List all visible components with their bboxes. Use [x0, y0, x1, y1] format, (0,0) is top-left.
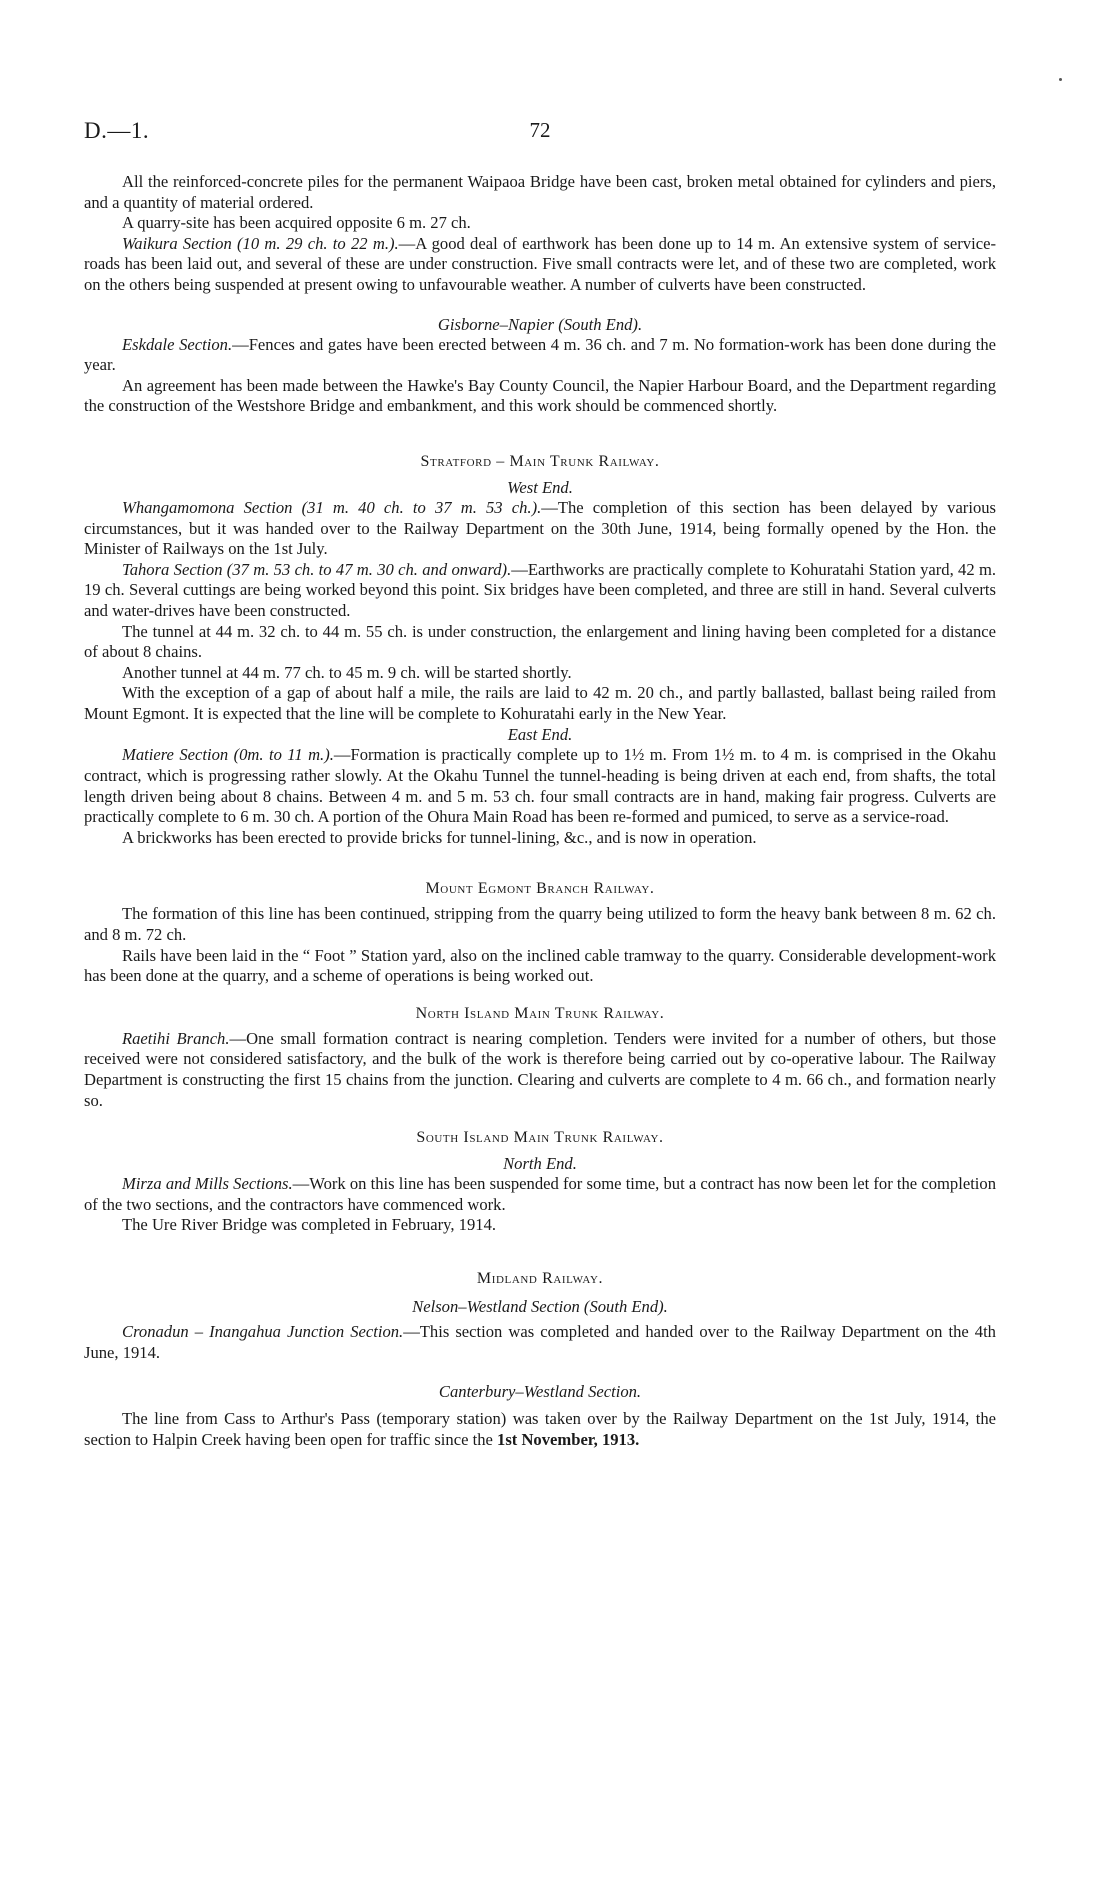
paragraph	[84, 376, 996, 417]
paragraph-text: The Ure River Bridge was completed in February, 1914.	[122, 1215, 497, 1235]
section-paragraph	[84, 234, 996, 296]
section-lead: Mirza and Mills Sections.	[122, 1174, 293, 1194]
paragraph	[84, 828, 996, 849]
subsection-heading: Nelson–Westland Section (South End).	[412, 1296, 668, 1316]
paragraph-text: —A good deal of earthwork has been done up to 14 m. An extensive system of service-roads has been laid out, and several of these are under construction. Five small contracts were let, and of these two are completed, work on the others being suspended at present owing to unfavourable weather. A number of culverts have been constructed.	[84, 233, 996, 294]
paragraph	[84, 904, 996, 945]
section-paragraph	[84, 560, 996, 622]
paragraph	[84, 1409, 996, 1450]
section-paragraph	[84, 1322, 996, 1363]
section-lead: Matiere Section (0m. to 11 m.).	[122, 745, 334, 765]
subsection-heading: West End.	[507, 477, 573, 497]
section-lead: Raetihi Branch.	[122, 1028, 230, 1048]
section-lead: Cronadun – Inangahua Junction Section.	[122, 1321, 404, 1341]
paragraph-text: A quarry-site has been acquired opposite 6 m. 27 ch.	[122, 213, 471, 233]
section-lead: Eskdale Section.	[122, 334, 233, 354]
section-paragraph	[84, 498, 996, 560]
bold-date: 1st November, 1913.	[497, 1429, 640, 1449]
paragraph-text: The tunnel at 44 m. 32 ch. to 44 m. 55 ch. is under construction, the enlargement and lining having been completed for a distance of about 8 chains.	[84, 621, 996, 662]
paragraph	[84, 213, 996, 234]
section-paragraph	[84, 335, 996, 376]
document-code: D.—1.	[84, 118, 150, 143]
page-header	[84, 118, 996, 148]
report-body	[84, 172, 996, 1450]
railway-heading: Midland Railway.	[476, 1269, 604, 1287]
paragraph	[84, 172, 996, 213]
paragraph-text: —One small formation contract is nearing completion. Tenders were invited for a number of others, but those received were not considered satisfactory, and the bulk of the work is therefore being carried out by co-operative labour. The Railway Department is constructing the first 15 chains from the junction. Clearing and culverts are complete to 4 m. 66 ch., and formation nearly so.	[84, 1028, 996, 1110]
subsection-heading: North End.	[503, 1154, 577, 1174]
railway-heading: Mount Egmont Branch Railway.	[425, 880, 655, 898]
paragraph	[84, 683, 996, 724]
section-lead: Waikura Section (10 m. 29 ch. to 22 m.).	[122, 233, 399, 253]
paragraph-text: —Fences and gates have been erected between 4 m. 36 ch. and 7 m. No formation-work has been done during the year.	[84, 334, 996, 375]
railway-heading: South Island Main Trunk Railway.	[416, 1129, 664, 1147]
paragraph-text: —This section was completed and handed over to the Railway Department on the 4th June, 1914.	[84, 1321, 996, 1362]
paragraph-text: With the exception of a gap of about half a mile, the rails are laid to 42 m. 20 ch., and partly ballasted, ballast being railed from Mount Egmont. It is expected that the line will be complete to Kohuratahi early in the New Year.	[84, 683, 996, 723]
paragraph-text: Another tunnel at 44 m. 77 ch. to 45 m. 9 ch. will be started shortly.	[122, 662, 572, 682]
paragraph-text: —Work on this line has been suspended for some time, but a contract has now been let for the completion of the two sections, and the contractors have commenced work.	[84, 1174, 997, 1214]
section-lead: Tahora Section (37 m. 53 ch. to 47 m. 30 ch. and onward).	[122, 559, 512, 579]
paragraph	[84, 622, 996, 663]
subsection-heading: Canterbury–Westland Section.	[438, 1382, 642, 1402]
subsection-heading: East End.	[507, 725, 573, 745]
railway-heading: North Island Main Trunk Railway.	[415, 1004, 665, 1022]
paragraph-text: All the reinforced-concrete piles for the permanent Waipaoa Bridge have been cast, broken metal obtained for cylinders and piers, and a quantity of material ordered.	[84, 172, 996, 212]
paragraph	[84, 663, 996, 684]
paragraph-text: A brickworks has been erected to provide bricks for tunnel-lining, &c., and is now in operation.	[122, 827, 757, 847]
paragraph-text: —Formation is practically complete up to 1½ m. From 1½ m. to 4 m. is comprised in the Okahu contract, which is progressing rather slowly. At the Okahu Tunnel the tunnel-heading is being driven at each end, from shafts, the total length driven being about 8 chains. Between 4 m. and 5 m. 53 ch. four small contracts are in hand, making fair progress. Culverts are practically complete to 6 m. 30 ch. A portion of the Ohura Main Road has been re-formed and pumiced, to serve as a service-road.	[84, 745, 997, 827]
paragraph-text: An agreement has been made between the Hawke's Bay County Council, the Napier Harbour Board, and the Department regarding the construction of the Westshore Bridge and embankment, and this work should be commenced shortly.	[84, 375, 996, 416]
paragraph	[84, 946, 996, 987]
paragraph-text: The formation of this line has been continued, stripping from the quarry being utilized to form the heavy bank between 8 m. 62 ch. and 8 m. 72 ch.	[84, 904, 996, 945]
section-paragraph	[84, 1174, 996, 1215]
paragraph-text: The line from Cass to Arthur's Pass (temporary station) was taken over by the Railway Department on the 1st July, 1914, the section to Halpin Creek having been open for traffic since the	[84, 1409, 996, 1449]
paragraph-text: —The completion of this section has been delayed by various circumstances, but it was handed over to the Railway Department on the 30th June, 1914, being formally opened by the Hon. the Minister of Railways on the 1st July.	[84, 497, 996, 559]
paragraph-text: —Earthworks are practically complete to Kohuratahi Station yard, 42 m. 19 ch. Several cuttings are being worked beyond this point. Six bridges have been completed, and three are still in hand. Several culverts and water-drives have been constructed.	[84, 559, 997, 620]
section-lead: Whangamomona Section (31 m. 40 ch. to 37 m. 53 ch.).	[122, 497, 542, 517]
page-number: 72	[529, 118, 551, 142]
speck-mark	[1059, 78, 1062, 81]
section-paragraph	[84, 1029, 996, 1111]
paragraph	[84, 1215, 996, 1236]
subsection-heading: Gisborne–Napier (South End).	[437, 314, 643, 334]
section-paragraph	[84, 745, 996, 827]
railway-heading: Stratford – Main Trunk Railway.	[420, 452, 660, 470]
paragraph-text: Rails have been laid in the “ Foot ” Station yard, also on the inclined cable tramway to the quarry. Considerable development-work has been done at the quarry, and a scheme of operations is being worked out.	[84, 945, 996, 986]
